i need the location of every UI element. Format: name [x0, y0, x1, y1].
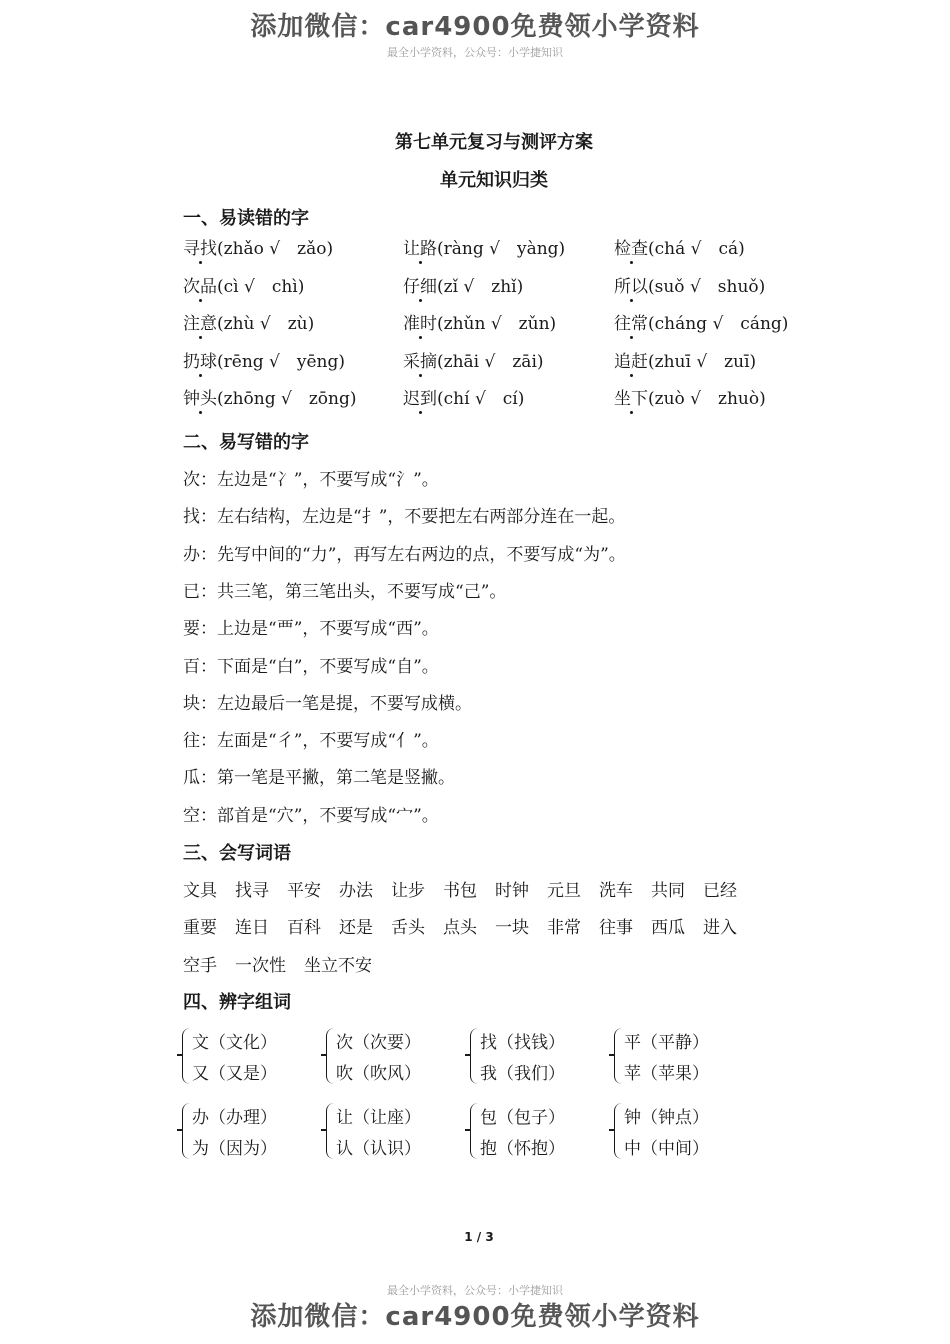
char-pair-group	[614, 1028, 754, 1090]
pinyin-options: (zǐ √ zhǐ)	[437, 276, 524, 297]
pinyin-word: 采摘	[403, 351, 437, 372]
vocab-word: 让步	[391, 881, 425, 901]
word-row	[183, 913, 823, 938]
char-pair-word: 苹（苹果）	[624, 1064, 709, 1084]
pinyin-word: 迟到	[403, 389, 437, 409]
vocab-word: 点头	[443, 918, 477, 939]
char-pair-word: 办（办理）	[192, 1108, 277, 1128]
pinyin-item	[403, 234, 565, 259]
pinyin-options: (rēng √ yēng)	[217, 351, 346, 372]
char-pair-group	[182, 1103, 322, 1165]
brace-icon	[326, 1028, 334, 1084]
vocab-word: 洗车	[599, 881, 633, 901]
char-pair-group	[326, 1028, 466, 1090]
watermark-banner-top: 添加微信：car4900免费领小学资料	[250, 12, 700, 42]
char-pair-word: 找（找钱）	[480, 1033, 565, 1053]
brace-icon	[470, 1028, 478, 1084]
writing-tip-line: 瓜：第一笔是平撇，第二笔是竖撇。	[183, 768, 455, 789]
vocab-word: 百科	[287, 918, 321, 939]
char-pair-word: 抱（怀抱）	[480, 1139, 565, 1159]
pinyin-item	[183, 234, 333, 259]
vocab-word: 元旦	[547, 881, 581, 901]
section-heading-1: 一、易读错的字	[183, 208, 309, 229]
pinyin-item	[183, 347, 345, 372]
pinyin-word: 准时	[403, 314, 437, 334]
watermark-banner-bottom: 添加微信：car4900免费领小学资料	[250, 1302, 700, 1332]
pinyin-item	[403, 309, 556, 334]
writing-tip-line: 往：左面是“彳”，不要写成“亻”。	[183, 731, 439, 752]
vocab-word: 书包	[443, 881, 477, 901]
char-pair-word: 包（包子）	[480, 1108, 565, 1128]
pinyin-item	[614, 347, 756, 372]
pinyin-row	[183, 272, 823, 302]
pinyin-options: (suǒ √ shuǒ)	[648, 276, 766, 297]
vocab-word: 一次性	[235, 955, 286, 976]
pinyin-row	[183, 347, 823, 377]
section-heading-2: 二、易写错的字	[183, 432, 309, 453]
pinyin-word: 仔细	[403, 276, 437, 297]
vocab-word: 进入	[703, 918, 737, 939]
pinyin-word: 往常	[614, 314, 648, 334]
char-pair-group	[614, 1103, 754, 1165]
pinyin-item	[403, 272, 523, 297]
writing-tip-line: 块：左边最后一笔是提，不要写成横。	[183, 693, 472, 714]
brace-icon	[326, 1103, 334, 1159]
pinyin-options: (zhōng √ zōng)	[217, 389, 357, 409]
pinyin-item	[183, 272, 304, 297]
pinyin-item	[614, 309, 788, 334]
pinyin-options: (zuò √ zhuò)	[648, 389, 766, 409]
pinyin-options: (chí √ cí)	[437, 389, 525, 409]
vocab-word: 坐立不安	[304, 955, 372, 976]
word-row	[183, 876, 823, 901]
brace-icon	[182, 1103, 190, 1159]
pinyin-options: (chá √ cá)	[648, 239, 745, 259]
pinyin-options: (cì √ chì)	[217, 276, 305, 297]
pinyin-item	[614, 234, 745, 259]
vocab-word: 共同	[651, 881, 685, 901]
vocab-word: 平安	[287, 881, 321, 901]
pinyin-word: 次品	[183, 276, 217, 297]
pinyin-word: 扔球	[183, 351, 217, 372]
pinyin-options: (zhǎo √ zǎo)	[217, 239, 334, 259]
pinyin-word: 坐下	[614, 389, 648, 409]
char-pair-word: 次（次要）	[336, 1033, 421, 1053]
writing-tip-line: 次：左边是“冫”，不要写成“氵”。	[183, 470, 439, 490]
pinyin-options: (cháng √ cáng)	[648, 314, 789, 334]
vocab-word: 非常	[547, 918, 581, 939]
pinyin-options: (zhāi √ zāi)	[437, 351, 544, 372]
pinyin-word: 让路	[403, 239, 437, 259]
char-pair-word: 又（又是）	[192, 1064, 277, 1084]
section-heading-3: 三、会写词语	[183, 843, 291, 864]
faint-footer-text: 最全小学资料，公众号：小学捷知识	[387, 1284, 563, 1297]
vocab-word: 连日	[235, 918, 269, 939]
pinyin-item	[183, 384, 357, 409]
char-pair-word: 认（认识）	[336, 1139, 421, 1159]
pinyin-item	[403, 384, 524, 409]
word-row	[183, 951, 823, 976]
pinyin-word: 检查	[614, 239, 648, 259]
vocab-word: 办法	[339, 881, 373, 901]
pinyin-options: (zhǔn √ zǔn)	[437, 314, 557, 334]
char-pair-group	[182, 1028, 322, 1090]
pinyin-word: 追赶	[614, 351, 648, 372]
pinyin-item	[614, 384, 766, 409]
writing-tip-line: 百：下面是“白”，不要写成“自”。	[183, 656, 439, 677]
vocab-word: 还是	[339, 918, 373, 939]
char-pair-word: 为（因为）	[192, 1139, 277, 1159]
pinyin-options: (zhuī √ zuī)	[648, 351, 757, 372]
vocab-word: 空手	[183, 955, 217, 976]
char-pair-word: 让（让座）	[336, 1108, 421, 1128]
section-heading-4: 四、辨字组词	[183, 992, 291, 1013]
char-pair-word: 钟（钟点）	[624, 1108, 709, 1128]
char-pair-word: 平（平静）	[624, 1033, 709, 1053]
pinyin-item	[614, 272, 765, 297]
char-pair-group	[470, 1103, 610, 1165]
pinyin-row	[183, 309, 823, 339]
writing-tip-line: 要：上边是“覀”，不要写成“西”。	[183, 619, 439, 640]
char-pair-word: 吹（吹风）	[336, 1064, 421, 1084]
vocab-word: 西瓜	[651, 918, 685, 939]
char-pair-word: 中（中间）	[624, 1139, 709, 1159]
vocab-word: 舌头	[391, 918, 425, 939]
char-pair-group	[470, 1028, 610, 1090]
char-pair-group	[326, 1103, 466, 1165]
pinyin-options: (zhù √ zù)	[217, 314, 315, 334]
pinyin-word: 钟头	[183, 389, 217, 409]
pinyin-item	[403, 347, 544, 372]
brace-icon	[182, 1028, 190, 1084]
pinyin-row	[183, 234, 823, 264]
writing-tip-line: 空：部首是“穴”，不要写成“宀”。	[183, 805, 439, 826]
brace-icon	[470, 1103, 478, 1159]
pinyin-options: (ràng √ yàng)	[437, 239, 566, 259]
vocab-word: 文具	[183, 881, 217, 901]
vocab-word: 找寻	[235, 881, 269, 901]
vocab-word: 已经	[703, 881, 737, 901]
faint-header-text: 最全小学资料，公众号：小学捷知识	[387, 46, 563, 59]
brace-icon	[614, 1103, 622, 1159]
pinyin-row	[183, 384, 823, 414]
vocab-word: 一块	[495, 918, 529, 939]
pinyin-word: 所以	[614, 276, 648, 297]
pinyin-item	[183, 309, 314, 334]
page-subtitle: 单元知识归类	[440, 170, 548, 191]
page-title: 第七单元复习与测评方案	[395, 132, 593, 153]
writing-tip-line: 已：共三笔，第三笔出头，不要写成“己”。	[183, 581, 507, 602]
vocab-word: 时钟	[495, 881, 529, 901]
pinyin-word: 寻找	[183, 239, 217, 259]
char-pair-word: 我（我们）	[480, 1064, 565, 1084]
writing-tip-line: 办：先写中间的“力”，再写左右两边的点，不要写成“为”。	[183, 544, 626, 565]
vocab-word: 重要	[183, 918, 217, 939]
writing-tip-line: 找：左右结构，左边是“扌”，不要把左右两部分连在一起。	[183, 507, 626, 528]
page-number: 1 / 3	[464, 1230, 494, 1244]
char-pair-word: 文（文化）	[192, 1033, 277, 1053]
vocab-word: 往事	[599, 918, 633, 939]
brace-icon	[614, 1028, 622, 1084]
pinyin-word: 注意	[183, 314, 217, 334]
